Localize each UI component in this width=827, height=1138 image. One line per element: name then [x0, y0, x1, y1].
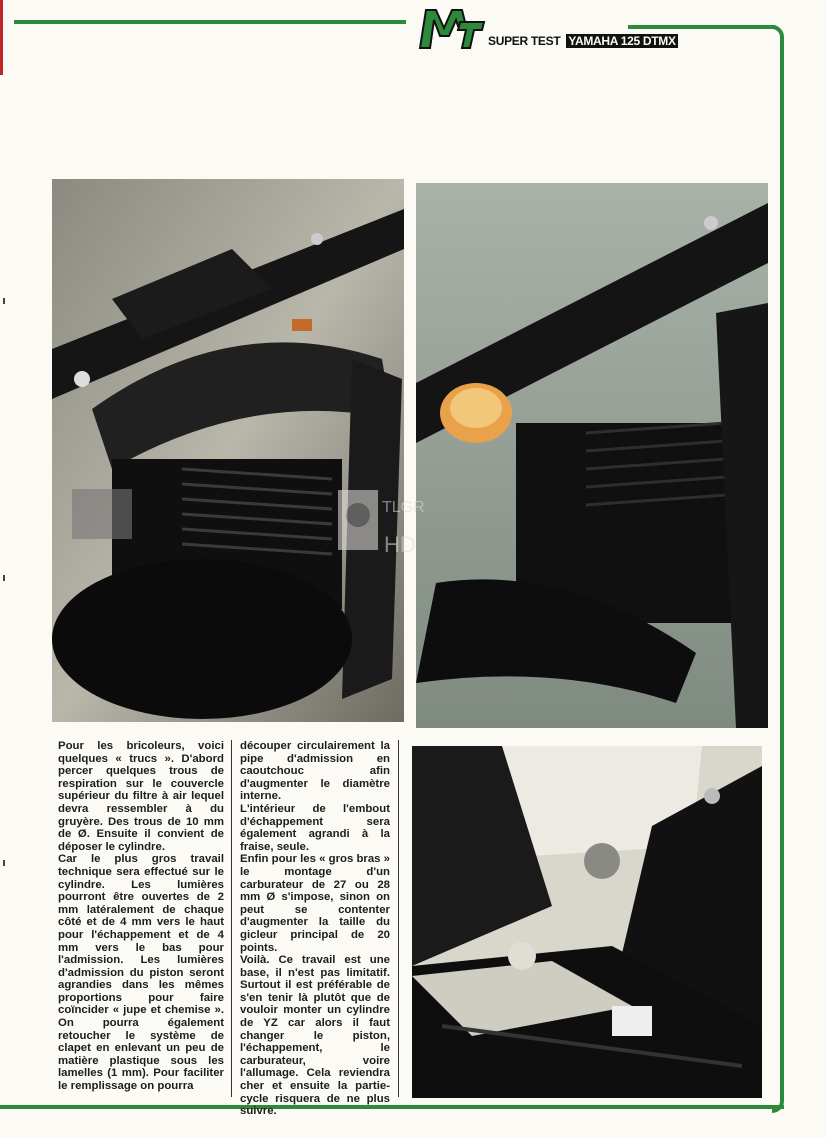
header-title	[488, 34, 678, 48]
watermark-text: TLGR	[382, 499, 425, 516]
engine-left-side-photo	[52, 179, 404, 722]
model-label: YAMAHA 125 DTMX	[568, 34, 676, 48]
magazine-logo	[418, 6, 486, 50]
margin-mark	[3, 860, 5, 866]
super-test-label: SUPER TEST	[488, 34, 561, 48]
margin-mark	[3, 298, 5, 304]
frame-detail-photo	[412, 746, 762, 1098]
engine-right-side-photo	[416, 183, 768, 728]
frame-bottom-rule	[0, 1105, 784, 1109]
paragraph: Pour les bricoleurs, voici quelques « trucs ». D'abord percer quelques trous de respiration sur le couvercle supérieur du filtre à air lequel devra ressembler à du gruyère. Des trous de 10 mm de Ø. Ensuite il convient de déposer le cylindre.	[58, 740, 224, 853]
watermark	[338, 490, 425, 570]
frame-top-rule	[14, 20, 406, 24]
paragraph: Voilà. Ce travail est une base, il n'est pas limitatif. Surtout il est préférable de s'en tenir là plutôt que de vouloir monter un cylindre de YZ car alors il faut changer le piston, l'échappement, le carburateur, voire l'allumage. Cela reviendra cher et ensuite la partie-cycle risquera de ne plus suivre.	[240, 954, 390, 1118]
article-column-2	[240, 740, 390, 1118]
article-column-1	[58, 740, 224, 1093]
column-divider	[231, 740, 232, 1097]
margin-mark	[3, 575, 5, 581]
watermark-text-hd: HD	[384, 532, 416, 557]
column-divider	[398, 740, 399, 1097]
paragraph: L'intérieur de l'embout d'échappement sera également agrandi à la fraise, seule.	[240, 802, 390, 853]
page-edge-mark	[0, 0, 3, 75]
frame-top-rule-right	[628, 25, 778, 29]
paragraph: découper circulairement la pipe d'admission en caoutchouc afin d'augmenter le diamètre interne.	[240, 740, 390, 803]
paragraph: Enfin pour les « gros bras » le montage d'un carburateur de 27 ou 28 mm Ø s'impose, sinon on peut se contenter d'augmenter la taille du gicleur principal de 20 points.	[240, 853, 391, 954]
paragraph: Car le plus gros travail technique sera effectué sur le cylindre. Les lumières pourront être ouvertes de 2 mm latéralement de chaque côté et de 4 mm vers le haut pour l'échappement et de 4 mm vers le bas pour l'admission. Les lumières d'admission du piston seront agrandies dans les mêmes proportions pour faire coïncider « jupe et chemise ». On pourra également retoucher le système de clapet en enlevant un peu de matière plastique sous les lamelles (1 mm). Pour faciliter le remplissage on pourra	[58, 853, 224, 1093]
frame-right-border	[772, 25, 784, 1113]
